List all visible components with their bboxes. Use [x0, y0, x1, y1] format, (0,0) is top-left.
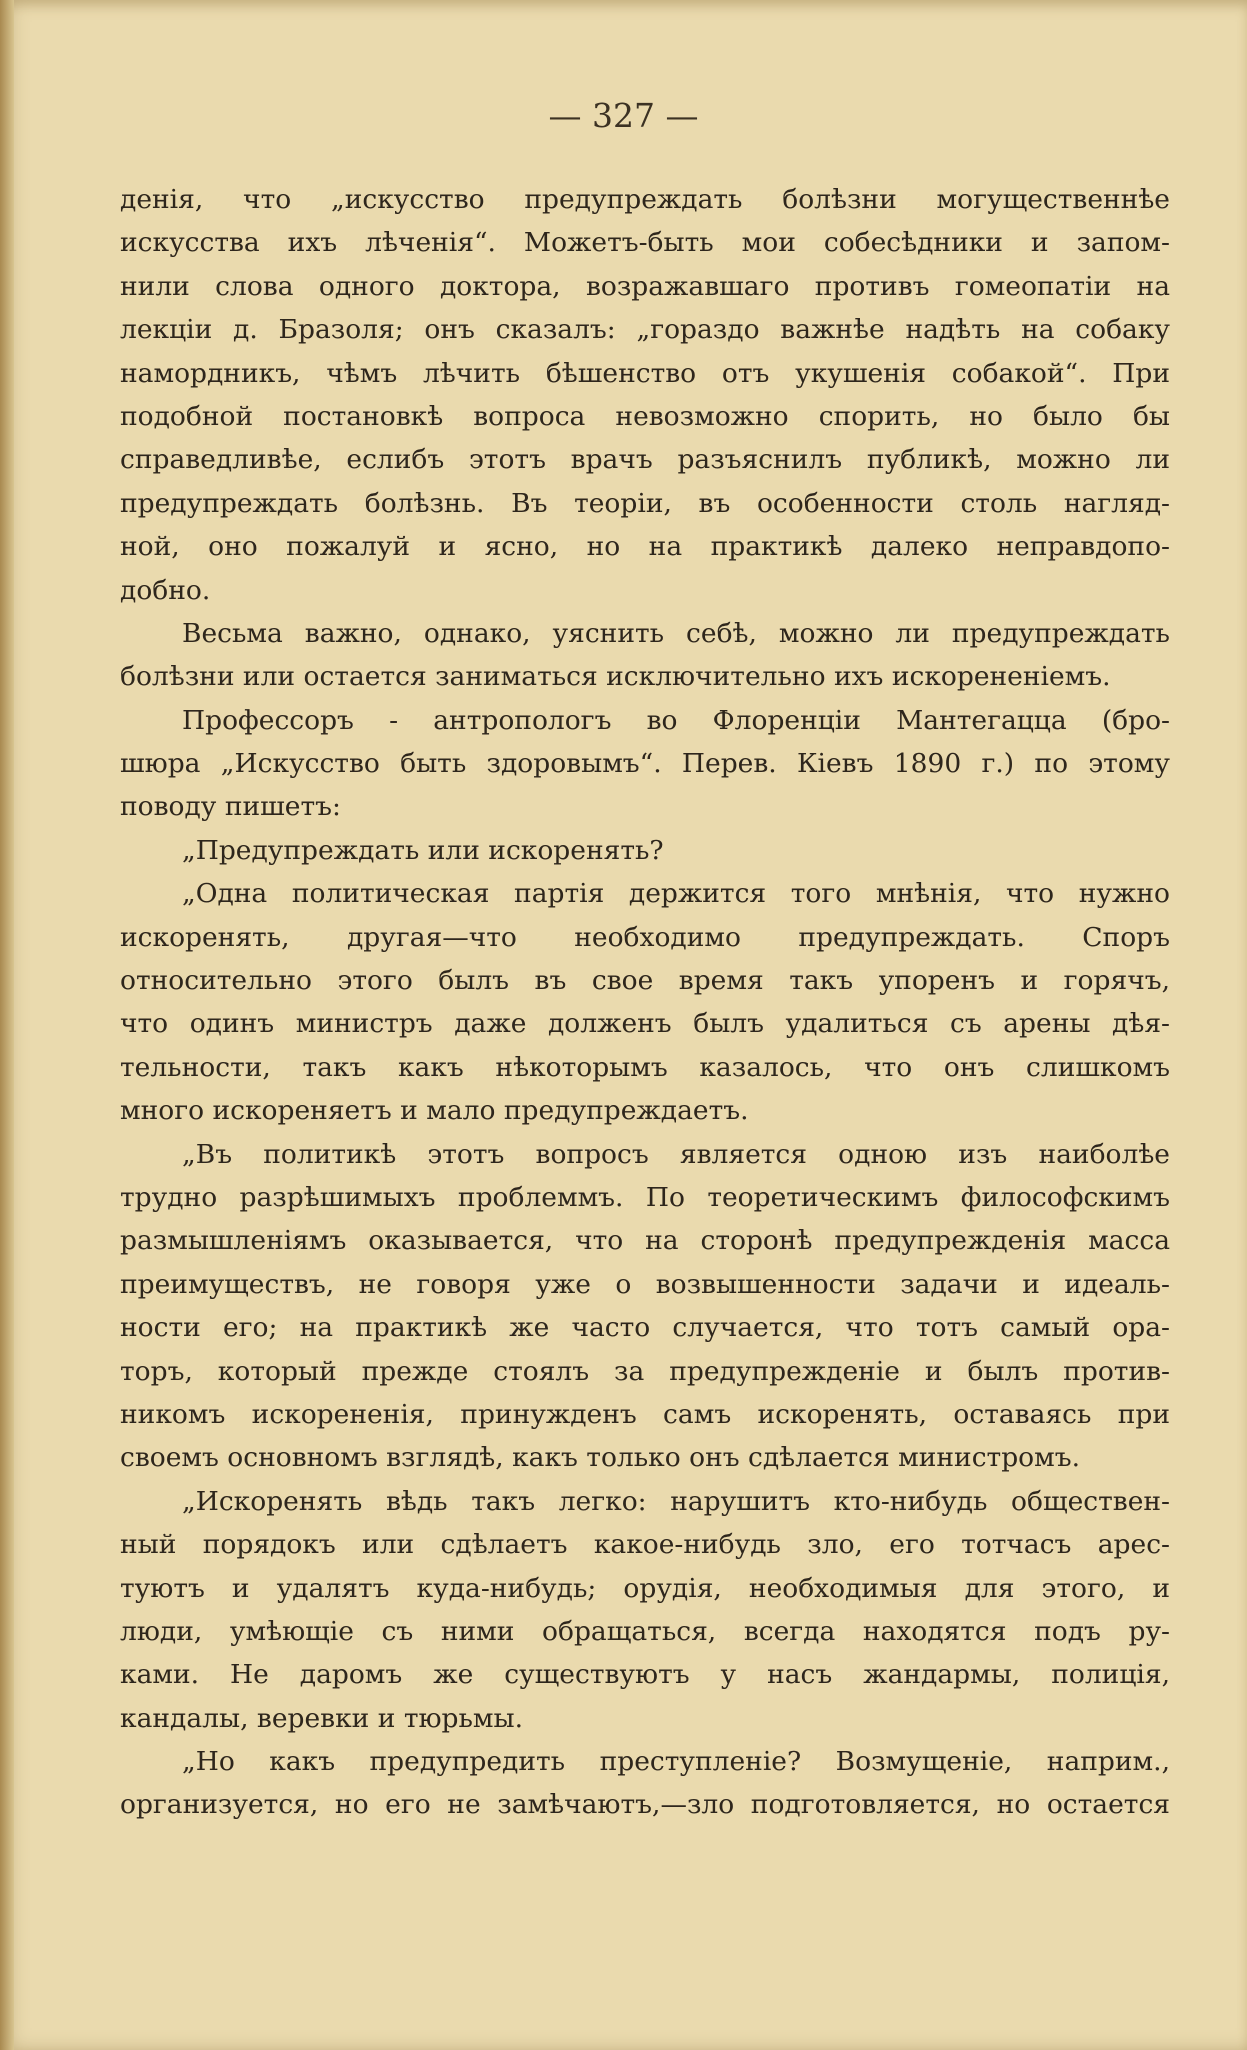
text-line: преимуществъ, не говоря уже о возвышенности задачи и идеаль-: [120, 1268, 1170, 1300]
text-line: организуется, но его не замѣчаютъ,—зло подготовляется, но остается: [120, 1789, 1170, 1821]
text-line: шюра „Искусство быть здоровымъ“. Перев. Кіевъ 1890 г.) по этому: [120, 748, 1170, 780]
page-number: — 327 —: [548, 96, 699, 135]
text-line: ный порядокъ или сдѣлаетъ какое-нибудь зло, его тотчасъ арес-: [120, 1529, 1170, 1561]
text-line: искусства ихъ лѣченія“. Можетъ-быть мои собесѣдники и запом-: [120, 227, 1170, 259]
text-line: „Одна политическая партія держится того мнѣнія, что нужно: [182, 878, 1170, 910]
text-line: туютъ и удалятъ куда-нибудь; орудія, необходимыя для этого, и: [120, 1572, 1170, 1604]
text-line: кандалы, веревки и тюрьмы.: [120, 1702, 524, 1734]
body-text: [120, 178, 1170, 1827]
text-line: предупреждать болѣзнь. Въ теоріи, въ особенности столь нагляд-: [120, 487, 1170, 519]
text-line: „Предупреждать или искоренять?: [182, 834, 664, 866]
text-line: относительно этого былъ въ свое время такъ упоренъ и горячъ,: [120, 965, 1170, 997]
text-line: „Но какъ предупредить преступленіе? Возмущеніе, наприм.,: [182, 1746, 1170, 1778]
text-line: много искореняетъ и мало предупреждаетъ.: [120, 1095, 749, 1127]
text-line: денія, что „искусство предупреждать болѣзни могущественнѣе: [120, 184, 1170, 215]
text-line: торъ, который прежде стоялъ за предупрежденіе и былъ против-: [120, 1355, 1170, 1387]
text-line: „Въ политикѣ этотъ вопросъ является одною изъ наиболѣе: [182, 1138, 1170, 1170]
text-line: Профессоръ - антропологъ во Флоренціи Мантегацца (бро-: [182, 704, 1170, 736]
text-line: Весьма важно, однако, уяснить себѣ, можно ли предупреждать: [182, 617, 1170, 649]
text-line: „Искоренять вѣдь такъ легко: нарушитъ кто-нибудь обществен-: [182, 1485, 1170, 1517]
text-line: люди, умѣющіе съ ними обращаться, всегда находятся подъ ру-: [120, 1615, 1170, 1647]
page-spine-shadow: [0, 0, 14, 2050]
text-line: подобной постановкѣ вопроса невозможно спорить, но было бы: [120, 400, 1170, 432]
text-line: размышленіямъ оказывается, что на сторонѣ предупрежденія масса: [120, 1225, 1170, 1257]
text-line: своемъ основномъ взглядѣ, какъ только онъ сдѣлается министромъ.: [120, 1442, 1081, 1474]
text-line: болѣзни или остается заниматься исключительно ихъ искорененіемъ.: [120, 661, 1111, 693]
text-line: ками. Не даромъ же существуютъ у насъ жандармы, полиція,: [120, 1659, 1170, 1691]
text-line: справедливѣе, еслибъ этотъ врачъ разъяснилъ публикѣ, можно ли: [120, 444, 1170, 476]
text-line: что одинъ министръ даже долженъ былъ удалиться съ арены дѣя-: [120, 1008, 1170, 1040]
text-line: намордникъ, чѣмъ лѣчить бѣшенство отъ укушенія собакой“. При: [120, 357, 1170, 389]
text-line: ной, оно пожалуй и ясно, но на практикѣ далеко неправдопо-: [120, 531, 1170, 563]
text-line: добно.: [120, 574, 211, 606]
text-line: тельности, такъ какъ нѣкоторымъ казалось, что онъ слишкомъ: [120, 1051, 1170, 1083]
text-line: нили слова одного доктора, возражавшаго противъ гомеопатіи на: [120, 270, 1170, 302]
text-line: лекціи д. Бразоля; онъ сказалъ: „гораздо важнѣе надѣть на собаку: [120, 314, 1170, 346]
text-line: поводу пишетъ:: [120, 791, 341, 823]
text-line: ности его; на практикѣ же часто случается, что тотъ самый ора-: [120, 1312, 1170, 1344]
text-line: никомъ искорененія, принужденъ самъ искоренять, оставаясь при: [120, 1398, 1170, 1430]
text-line: искоренять, другая—что необходимо предупреждать. Споръ: [120, 921, 1170, 953]
text-line: трудно разрѣшимыхъ проблеммъ. По теоретическимъ философскимъ: [120, 1181, 1170, 1213]
